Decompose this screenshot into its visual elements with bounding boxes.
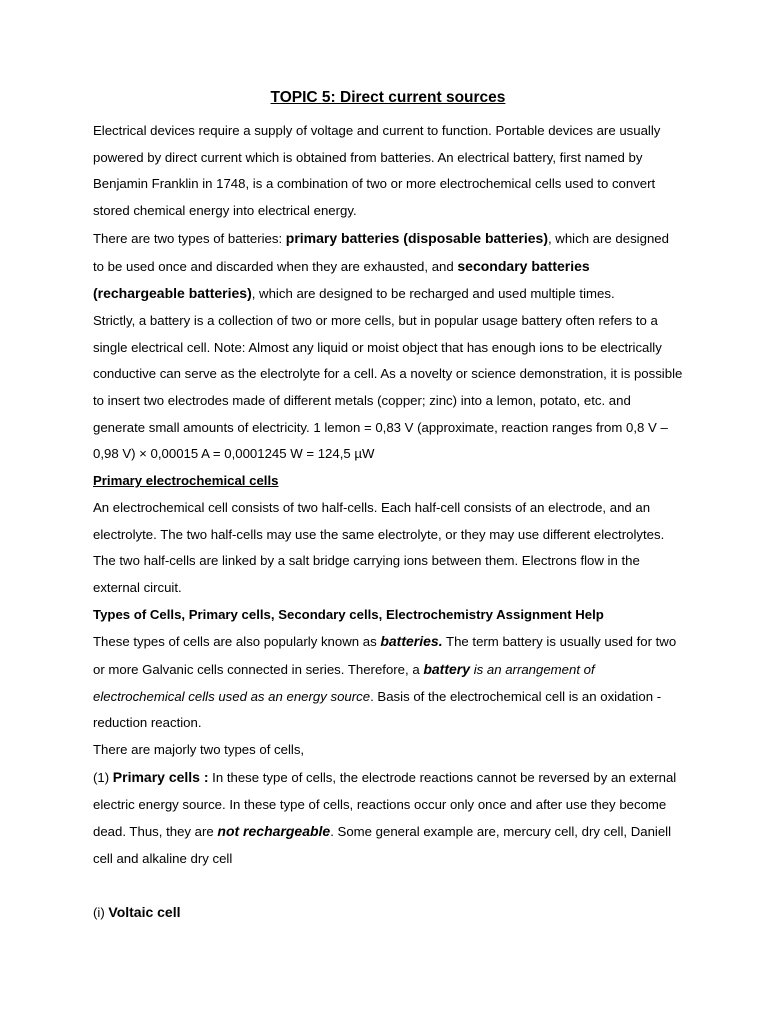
voltaic-cell-heading [93,899,683,927]
intro-paragraph: Electrical devices require a supply of voltage and current to function. Portable devices are usually powered by direct current which is obtained from batteries. An electrical battery, first named by Benjamin Franklin in 1748, is a combination of two or more electrochemical cells used to convert stored chemical energy into electrical energy. [93,123,661,219]
electrochemical-cell-paragraph: An electrochemical cell consists of two half-cells. Each half-cell consists of an electrode, and an electrolyte. The two half-cells may use the same electrolyte, or they may use different electrolytes. The two half-cells are linked by a salt bridge carrying ions between them. Electrons flow in the external circuit. [93,499,665,595]
primary-cells-paragraph [93,764,683,873]
primary-batteries-term: primary batteries (disposable batteries) [285,229,548,246]
voltaic-cell-term: Voltaic cell [108,903,181,920]
section-heading-primary-cells: Primary electrochemical cells [93,473,279,489]
cell-types-intro: There are majorly two types of cells, [93,742,305,758]
page-title: TOPIC 5: Direct current sources [270,89,506,106]
text-run: The term battery is usually used for two or more Galvanic cells connected in series. Therefore, a [93,634,677,678]
spacer [93,873,683,899]
battery-term: battery [423,661,471,678]
batteries-term: batteries. [380,633,443,650]
not-rechargeable-term: not rechargeable [217,823,331,840]
battery-definition-italic: is an arrangement of electrochemical cells used as an energy source [93,662,595,704]
text-run: (i) [93,904,109,920]
text-run: In these type of cells, the electrode reactions cannot be reversed by an external electric energy source. In these type of cells, reactions occur only once and after use they become dead. Thus, they are [93,769,677,840]
text-run: , which are designed to be recharged and used multiple times. [251,286,615,302]
text-run: (1) [93,769,113,785]
text-run: . Some general example are, mercury cell, dry cell, Daniell cell and alkaline dry cell [93,824,672,866]
battery-definition-paragraph: Strictly, a battery is a collection of two or more cells, but in popular usage battery often refers to a single electrical cell. Note: Almost any liquid or moist object that has enough ions to be electrically conductive can serve as the electrolyte for a cell. As a novelty or science demonstration, it is possible to insert two electrodes made of different metals (copper; zinc) into a lemon, potato, etc. and generate small amounts of electricity. 1 lemon = 0,83 V (approximate, reaction ranges from 0,8 V – 0,98 V) × 0,00015 A = 0,0001245 W = 124,5 µW [93,312,683,462]
batteries-paragraph [93,628,683,737]
document-body [93,86,683,926]
heading-text: Types of Cells, Primary cells, Secondary cells, Electrochemistry Assignment Help [93,606,604,622]
text-run: . Basis of the electrochemical cell is an oxidation - reduction reaction. [93,688,662,731]
text-run: There are two types of batteries: [93,230,286,246]
text-run: , which are designed to be used once and discarded when they are exhausted, and [93,230,669,274]
secondary-batteries-term: secondary batteries (rechargeable batteries) [93,257,590,302]
section-heading-types-of-cells [93,602,683,629]
text-run: These types of cells are also popularly known as [93,634,381,650]
primary-cells-term: Primary cells : [112,768,209,785]
battery-types-paragraph [93,225,683,308]
